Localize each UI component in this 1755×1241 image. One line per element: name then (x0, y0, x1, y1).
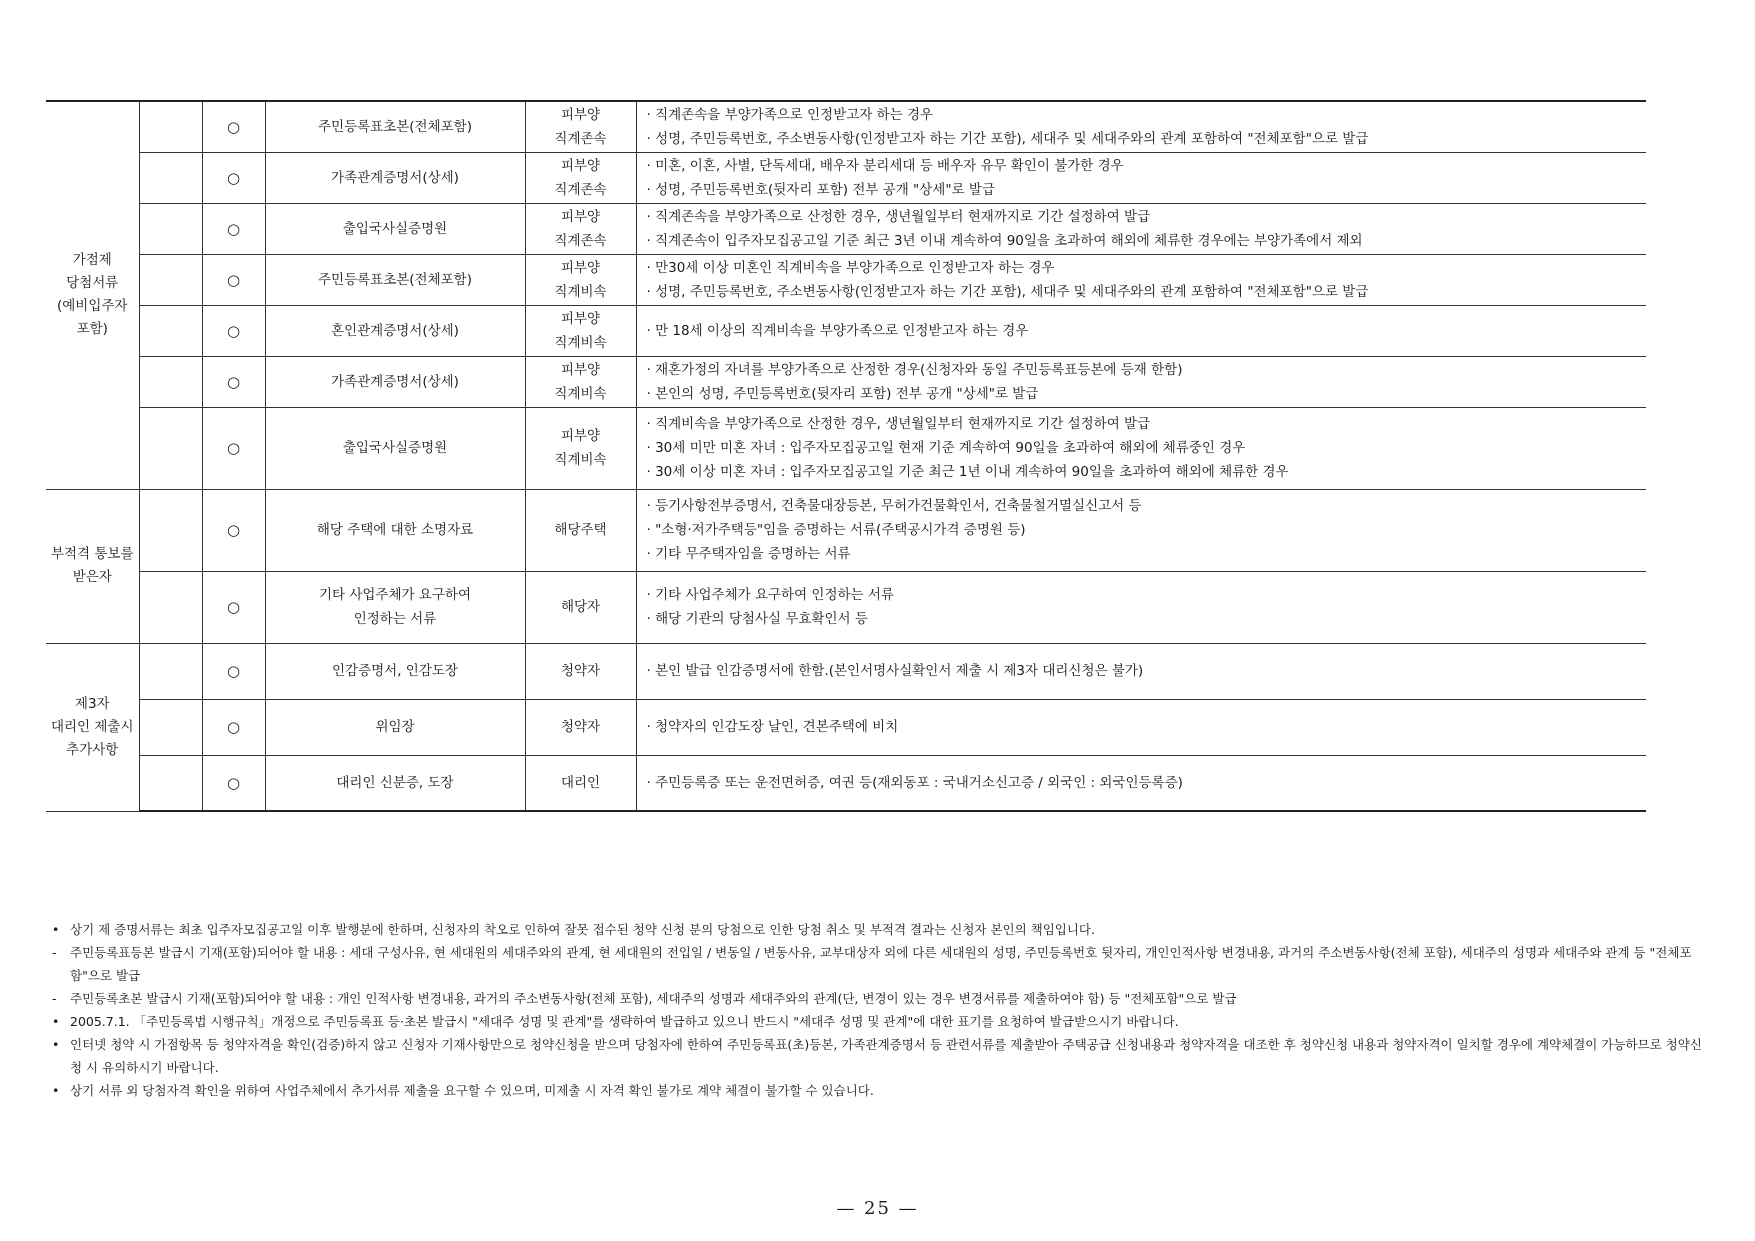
blank-cell (139, 643, 202, 699)
footnote-text: 2005.7.1. 「주민등록법 시행규칙」개정으로 주민등록표 등·초본 발급시 "세대주 성명 및 관계"를 생략하여 발급하고 있으니 반드시 "세대주 성명 및 관계"에 대한 표기를 요청하여 발급받으시기 바랍니다. (70, 1014, 1179, 1029)
document-name (265, 407, 525, 489)
target-line: 직계존속 (554, 130, 607, 147)
notes-cell (636, 755, 1646, 811)
note-line: · 직계존속을 부양가족으로 산정한 경우, 생년월일부터 현재까지로 기간 설정하여 발급 (646, 208, 1151, 225)
notes-cell (636, 643, 1646, 699)
target-cell (525, 643, 636, 699)
note-line: · 성명, 주민등록번호, 주소변동사항(인정받고자 하는 기간 포함), 세대주 및 세대주와의 관계 포함하여 "전체포함"으로 발급 (646, 283, 1369, 300)
table-row (46, 101, 1646, 152)
check-circle-icon: ○ (202, 101, 265, 152)
note-line: · 성명, 주민등록번호(뒷자리 포함) 전부 공개 "상세"로 발급 (646, 181, 995, 198)
target-cell (525, 254, 636, 305)
blank-cell (139, 203, 202, 254)
category-line: 포함) (76, 321, 108, 338)
notes-cell (636, 152, 1646, 203)
note-line: · 30세 미만 미혼 자녀 : 입주자모집공고일 현재 기준 계속하여 90일을 초과하여 해외에 체류중인 경우 (646, 440, 1246, 456)
document-name-line: 인감증명서, 인감도장 (332, 663, 458, 679)
blank-cell (139, 152, 202, 203)
category-cell (46, 489, 139, 643)
note-line: · 해당 기관의 당첨사실 무효확인서 등 (646, 611, 868, 627)
footnote-marker: • (52, 1037, 60, 1052)
footnote-item (52, 1010, 1712, 1033)
target-line: 피부양 (560, 361, 601, 378)
check-circle-icon: ○ (202, 643, 265, 699)
notes-cell (636, 203, 1646, 254)
table-row (46, 152, 1646, 203)
document-name (265, 203, 525, 254)
table-row (46, 407, 1646, 489)
document-name-line: 혼인관계증명서(상세) (331, 322, 459, 339)
notes-cell (636, 699, 1646, 755)
blank-cell (139, 699, 202, 755)
document-name (265, 755, 525, 811)
check-circle-icon: ○ (202, 571, 265, 643)
table-row (46, 699, 1646, 755)
blank-cell (139, 571, 202, 643)
target-cell (525, 356, 636, 407)
table-row (46, 203, 1646, 254)
note-line: · 직계존속을 부양가족으로 인정받고자 하는 경우 (646, 106, 934, 123)
document-name-line: 해당 주택에 대한 소명자료 (316, 522, 474, 538)
note-line: · 직계존속이 입주자모집공고일 기준 최근 3년 이내 계속하여 90일을 초과하여 해외에 체류한 경우에는 부양가족에서 제외 (646, 232, 1363, 249)
category-cell (46, 101, 139, 489)
footnote-marker: - (52, 991, 57, 1006)
footnote-item (52, 941, 1712, 987)
target-cell (525, 305, 636, 356)
note-line: · 기타 사업주체가 요구하여 인정하는 서류 (646, 587, 894, 603)
document-name-line: 인정하는 서류 (353, 611, 437, 627)
category-line: 받은자 (72, 569, 112, 585)
category-line: (예비입주자 (57, 298, 128, 315)
note-line: · 청약자의 인감도장 날인, 견본주택에 비치 (646, 719, 899, 735)
check-circle-icon: ○ (202, 203, 265, 254)
target-line: 피부양 (560, 106, 601, 123)
footnote-text: 주민등록초본 발급시 기재(포함)되어야 할 내용 : 개인 인적사항 변경내용, 과거의 주소변동사항(전체 포함), 세대주의 성명과 세대주와의 관계(단, 변경이 있는 경우 변경서류를 제출하여야 함) 등 "전체포함"으로 발급 (70, 991, 1237, 1006)
note-line: · 재혼가정의 자녀를 부양가족으로 산정한 경우(신청자와 동일 주민등록표등본에 등재 한함) (646, 361, 1183, 378)
footnote-text: 인터넷 청약 시 가점항목 등 청약자격을 확인(검증)하지 않고 신청자 기재사항만으로 청약신청을 받으며 당첨자에 한하여 주민등록표(초)등본, 가족관계증명서 등 관련서류를 제출받아 주택공급 신청내용과 청약자격을 대조한 후 청약신청 내용과 청약자격이 일치할 경우에 계약체결이 가능하므로 청약신청 시 유의하시기 바랍니다. (70, 1037, 1702, 1075)
blank-cell (139, 407, 202, 489)
table-body (46, 101, 1646, 811)
note-line: · 만 18세 이상의 직계비속을 부양가족으로 인정받고자 하는 경우 (646, 322, 1029, 339)
target-cell (525, 203, 636, 254)
document-requirements-table (46, 100, 1646, 812)
blank-cell (139, 254, 202, 305)
check-circle-icon: ○ (202, 489, 265, 571)
document-name-line: 주민등록표초본(전체포함) (318, 118, 472, 135)
document-name-line: 가족관계증명서(상세) (331, 169, 459, 186)
check-circle-icon: ○ (202, 305, 265, 356)
footnote-item (52, 1033, 1712, 1079)
category-line: 추가사항 (66, 741, 119, 758)
target-line: 피부양 (560, 157, 601, 174)
notes-cell (636, 407, 1646, 489)
notes-cell (636, 571, 1646, 643)
footnotes (52, 918, 1712, 1102)
target-cell (525, 755, 636, 811)
note-line: · 30세 이상 미혼 자녀 : 입주자모집공고일 기준 최근 1년 이내 계속하여 90일을 초과하여 해외에 체류한 경우 (646, 464, 1289, 480)
table-row (46, 356, 1646, 407)
table-row (46, 643, 1646, 699)
target-line: 피부양 (560, 310, 601, 327)
note-line: · "소형·저가주택등"임을 증명하는 서류(주택공시가격 증명원 등) (646, 522, 1026, 538)
target-cell (525, 152, 636, 203)
note-line: · 직계비속을 부양가족으로 산정한 경우, 생년월일부터 현재까지로 기간 설정하여 발급 (646, 416, 1151, 432)
document-name-line: 가족관계증명서(상세) (331, 373, 459, 390)
target-cell (525, 489, 636, 571)
target-line: 해당주택 (554, 522, 607, 538)
table-row (46, 571, 1646, 643)
blank-cell (139, 101, 202, 152)
document-name-line: 출입국사실증명원 (342, 220, 448, 237)
document-name-line: 기타 사업주체가 요구하여 (318, 587, 472, 603)
target-cell (525, 571, 636, 643)
note-line: · 등기사항전부증명서, 건축물대장등본, 무허가건물확인서, 건축물철거멸실신고서 등 (646, 498, 1142, 514)
table-row (46, 755, 1646, 811)
check-circle-icon: ○ (202, 755, 265, 811)
target-line: 직계존속 (554, 181, 607, 198)
document-name (265, 356, 525, 407)
note-line: · 성명, 주민등록번호, 주소변동사항(인정받고자 하는 기간 포함), 세대주 및 세대주와의 관계 포함하여 "전체포함"으로 발급 (646, 130, 1369, 147)
table-row (46, 489, 1646, 571)
category-line: 부적격 통보를 (50, 546, 134, 562)
target-line: 피부양 (560, 259, 601, 276)
category-line: 당첨서류 (66, 275, 119, 292)
footnote-marker: • (52, 1083, 60, 1098)
target-line: 청약자 (560, 719, 601, 735)
document-name-line: 주민등록표초본(전체포함) (318, 271, 472, 288)
table-row (46, 254, 1646, 305)
category-line: 가점제 (72, 252, 112, 269)
document-name (265, 254, 525, 305)
target-line: 직계존속 (554, 232, 607, 249)
footnote-item (52, 1079, 1712, 1102)
target-line: 직계비속 (554, 385, 607, 402)
category-line: 대리인 제출시 (50, 718, 134, 735)
footnote-text: 상기 서류 외 당첨자격 확인을 위하여 사업주체에서 추가서류 제출을 요구할 수 있으며, 미제출 시 자격 확인 불가로 계약 체결이 불가할 수 있습니다. (70, 1083, 874, 1098)
blank-cell (139, 755, 202, 811)
footnote-marker: • (52, 1014, 60, 1029)
target-cell (525, 699, 636, 755)
target-line: 대리인 (560, 774, 601, 791)
target-line: 직계비속 (554, 452, 607, 468)
target-line: 직계비속 (554, 283, 607, 300)
target-line: 직계비속 (554, 334, 607, 351)
check-circle-icon: ○ (202, 699, 265, 755)
note-line: · 본인의 성명, 주민등록번호(뒷자리 포함) 전부 공개 "상세"로 발급 (646, 385, 1039, 402)
document-name-line: 출입국사실증명원 (342, 440, 448, 456)
footnote-marker: • (52, 922, 60, 937)
document-name (265, 699, 525, 755)
document-name (265, 643, 525, 699)
blank-cell (139, 305, 202, 356)
blank-cell (139, 489, 202, 571)
footnote-item (52, 987, 1712, 1010)
target-cell (525, 407, 636, 489)
page-number: — 25 — (836, 1198, 919, 1219)
note-line: · 기타 무주택자임을 증명하는 서류 (646, 546, 851, 562)
note-line: · 미혼, 이혼, 사별, 단독세대, 배우자 분리세대 등 배우자 유무 확인이 불가한 경우 (646, 157, 1124, 174)
notes-cell (636, 101, 1646, 152)
document-name (265, 101, 525, 152)
check-circle-icon: ○ (202, 407, 265, 489)
notes-cell (636, 254, 1646, 305)
notes-cell (636, 356, 1646, 407)
document-name (265, 152, 525, 203)
blank-cell (139, 356, 202, 407)
check-circle-icon: ○ (202, 254, 265, 305)
target-line: 청약자 (560, 663, 601, 679)
document-name-line: 위임장 (375, 719, 415, 735)
note-line: · 주민등록증 또는 운전면허증, 여권 등(재외동포 : 국내거소신고증 / 외국인 : 외국인등록증) (646, 774, 1183, 791)
document-name (265, 571, 525, 643)
document-name (265, 305, 525, 356)
table-row (46, 305, 1646, 356)
note-line: · 만30세 이상 미혼인 직계비속을 부양가족으로 인정받고자 하는 경우 (646, 259, 1055, 276)
footnote-item (52, 918, 1712, 941)
note-line: · 본인 발급 인감증명서에 한함.(본인서명사실확인서 제출 시 제3자 대리신청은 불가) (646, 663, 1144, 679)
target-line: 피부양 (560, 428, 601, 444)
notes-cell (636, 489, 1646, 571)
footnote-text: 상기 제 증명서류는 최초 입주자모집공고일 이후 발행분에 한하며, 신청자의 착오로 인하여 잘못 접수된 청약 신청 분의 당첨으로 인한 당첨 취소 및 부적격 결과는 신청자 본인의 책임입니다. (70, 922, 1095, 937)
target-cell (525, 101, 636, 152)
footnote-text: 주민등록표등본 발급시 기재(포함)되어야 할 내용 : 세대 구성사유, 현 세대원의 세대주와의 관계, 현 세대원의 전입일 / 변동일 / 변동사유, 교부대상자 외에 다른 세대원의 성명, 주민등록번호 뒷자리, 개인인적사항 변경내용, 과거의 주소변동사항(전체 포함), 세대주의 성명과 세대주와 관계 등 "전체포함"으로 발급 (70, 945, 1692, 983)
notes-cell (636, 305, 1646, 356)
footnote-marker: - (52, 945, 57, 960)
document-name (265, 489, 525, 571)
check-circle-icon: ○ (202, 152, 265, 203)
category-cell (46, 643, 139, 811)
target-line: 피부양 (560, 208, 601, 225)
document-name-line: 대리인 신분증, 도장 (336, 774, 454, 791)
target-line: 해당자 (560, 599, 601, 615)
category-line: 제3자 (74, 695, 110, 712)
check-circle-icon: ○ (202, 356, 265, 407)
